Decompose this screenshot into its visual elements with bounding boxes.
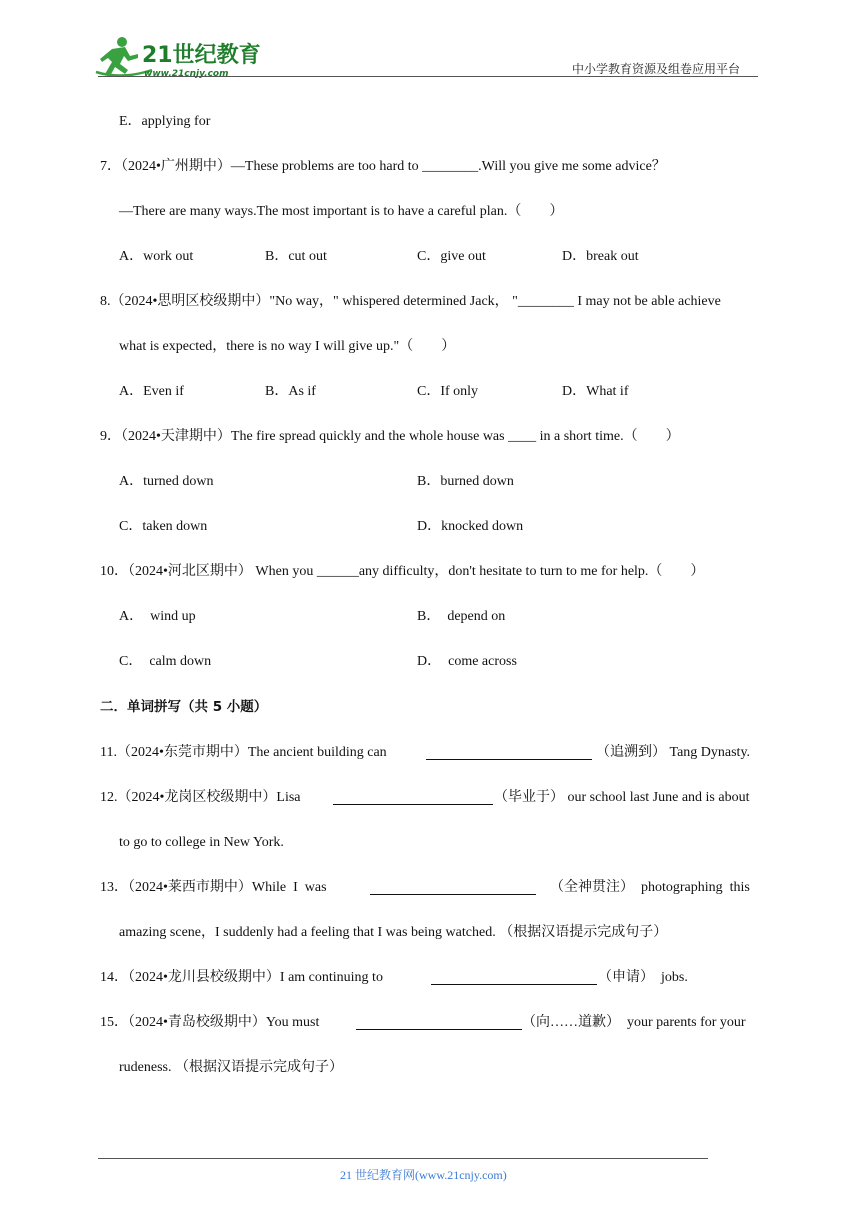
q13-prefix: 13．（2024•莱西市期中）While I was [100,880,327,895]
q8-stem-line2: what is expected，there is no way I will give up."（ ） [119,339,456,354]
q12-answer-blank[interactable] [333,791,493,805]
logo-main-text: 21世纪教育 [142,43,261,68]
q10-option-d: D． come across [417,654,517,669]
q11-answer-blank[interactable] [426,746,592,760]
header-tagline: 中小学教育资源及组卷应用平台 [572,62,741,76]
q13-line2: amazing scene，I suddenly had a feeling that I was being watched. （根据汉语提示完成句子） [119,925,668,940]
footer-divider [98,1158,708,1159]
q8-option-a: A．Even if [119,384,184,399]
q15-hint: （向……道歉） your parents for your [522,1015,746,1030]
q10-option-b: B． depend on [417,609,506,624]
q9-option-c: C．taken down [119,519,208,534]
q10-option-a: A． wind up [119,609,196,624]
q9-option-b: B．burned down [417,474,514,489]
q7-option-d: D．break out [562,249,639,264]
q12-line2: to go to college in New York. [119,835,284,850]
q12-hint: （毕业于） our school last June and is about [494,790,750,805]
running-man-logo-icon [92,34,262,80]
q9-option-d: D．knocked down [417,519,524,534]
q9-option-a: A．turned down [119,474,214,489]
q15-answer-blank[interactable] [356,1016,522,1030]
q14-prefix: 14．（2024•龙川县校级期中）I am continuing to [100,970,383,985]
q8-option-b: B．As if [265,384,316,399]
logo-url-text: www.21cnjy.com [144,69,229,79]
q11-hint: （追溯到） Tang Dynasty. [596,745,751,760]
q8-option-c: C．If only [417,384,479,399]
header-divider [98,76,758,77]
q7-option-a: A．work out [119,249,194,264]
footer-link[interactable]: 21 世纪教育网(www.21cnjy.com) [340,1168,507,1182]
q8-option-d: D．What if [562,384,629,399]
q9-stem: 9．（2024•天津期中）The fire spread quickly and the whole house was ____ in a short time.（ ） [100,429,680,444]
q15-prefix: 15．（2024•青岛校级期中）You must [100,1015,320,1030]
q14-answer-blank[interactable] [431,971,597,985]
section-title: 二．单词拼写（共 5 小题） [100,699,268,715]
q7-stem-line2: —There are many ways.The most important is to have a careful plan.（ ） [119,204,564,219]
site-logo [92,34,262,80]
q7-stem: 7．（2024•广州期中）—These problems are too hard to ________.Will you give me some advice？ [100,159,666,174]
q10-stem: 10．（2024•河北区期中） When you ______any difficulty，don't hesitate to turn to me for help.（ ） [100,564,705,579]
q8-stem: 8.（2024•思明区校级期中）"No way，" whispered determined Jack， "________ I may not be able achieve [100,294,721,309]
q7-option-c: C．give out [417,249,486,264]
q14-hint: （申请） jobs. [598,970,688,985]
q6-option-e: E．applying for [119,114,211,129]
q12-prefix: 12.（2024•龙岗区校级期中）Lisa [100,790,301,805]
q13-answer-blank[interactable] [370,881,536,895]
q13-hint: （全神贯注） photographing this [550,880,750,895]
q11-prefix: 11.（2024•东莞市期中）The ancient building can [100,745,387,760]
q15-line2: rudeness. （根据汉语提示完成句子） [119,1060,343,1075]
q10-option-c: C． calm down [119,654,212,669]
q7-option-b: B．cut out [265,249,327,264]
